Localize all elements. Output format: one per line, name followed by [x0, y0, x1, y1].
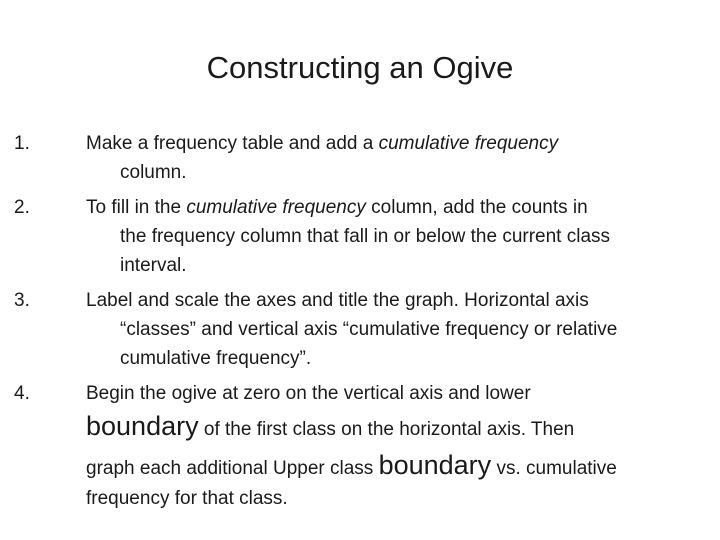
- step-text: interval.: [120, 255, 187, 276]
- step-text-line: [86, 411, 575, 442]
- step-number: 4.: [14, 383, 30, 404]
- step-text-line: [120, 346, 311, 371]
- step-text-line: [86, 288, 589, 313]
- step-text-line: [86, 381, 531, 406]
- step-text: of the first class on the horizontal axis. Then: [198, 419, 575, 440]
- step-number: 3.: [14, 290, 30, 311]
- step-text: Begin the ogive at zero on the vertical axis and lower: [86, 383, 531, 404]
- step-text-line: [86, 486, 288, 511]
- slide-title: Constructing an Ogive: [206, 50, 514, 85]
- step-text: column, add the counts in: [365, 197, 588, 218]
- step-text: graph each additional Upper class: [86, 458, 379, 479]
- step-text-line: [120, 317, 617, 342]
- step-text: To fill in the: [86, 197, 187, 218]
- step-text: frequency for that class.: [86, 488, 288, 509]
- step-text: column.: [120, 162, 187, 183]
- step-text: “classes” and vertical axis “cumulative frequency or relative: [120, 319, 618, 340]
- term-cumulative-frequency: cumulative frequency: [378, 133, 559, 154]
- step-text-line: [86, 131, 558, 156]
- step-text-line: [120, 253, 187, 278]
- step-number: 2.: [14, 197, 30, 218]
- step-text: Label and scale the axes and title the graph. Horizontal axis: [86, 290, 589, 311]
- step-text-line: [86, 195, 588, 220]
- step-text-line: [120, 224, 610, 249]
- step-text: cumulative frequency”.: [120, 348, 312, 369]
- step-text: Make a frequency table and add a: [86, 133, 379, 154]
- term-boundary: boundary: [86, 411, 199, 441]
- step-text-line: [86, 450, 617, 481]
- step-text: vs. cumulative: [491, 458, 617, 479]
- term-cumulative-frequency: cumulative frequency: [186, 197, 366, 218]
- term-boundary: boundary: [378, 450, 492, 480]
- step-text-line: [120, 160, 187, 185]
- step-text: the frequency column that fall in or below the current class: [120, 226, 611, 247]
- step-number: 1.: [14, 133, 30, 154]
